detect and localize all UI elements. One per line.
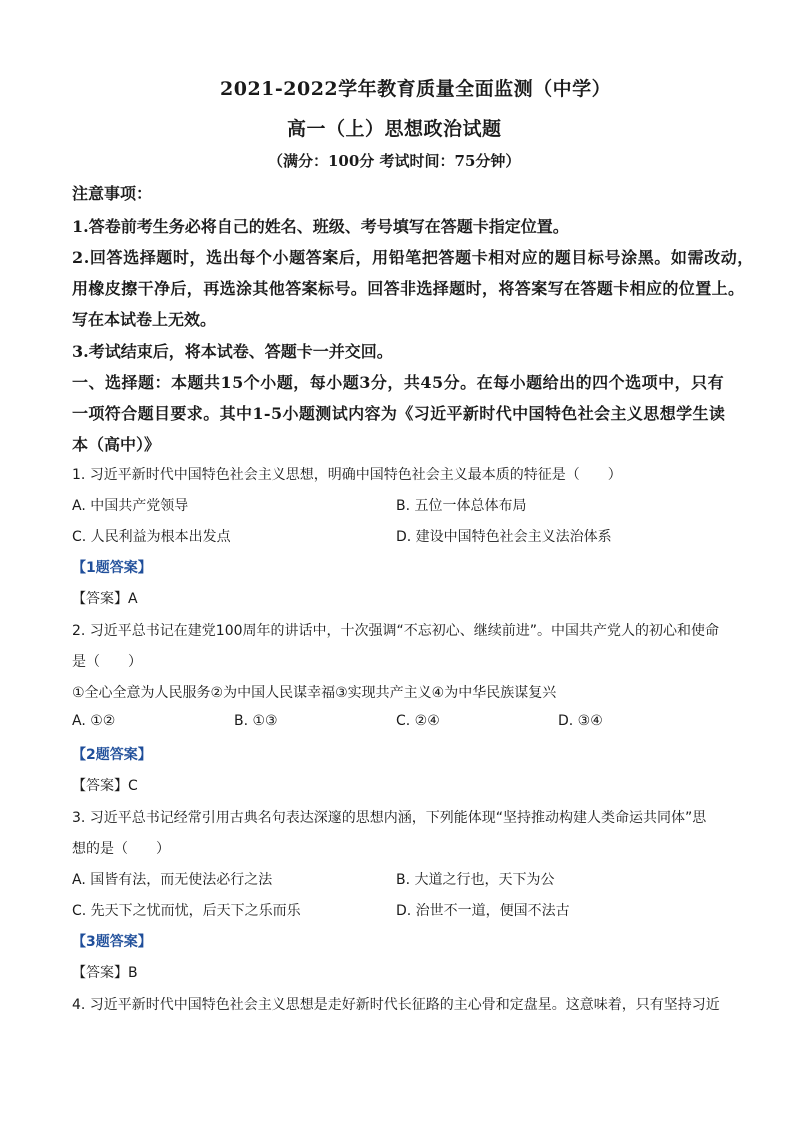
question-2-stem-line-1: 2. 习近平总书记在建党100周年的讲话中，十次强调“不忘初心、继续前进”。中国共产党人的初心和使命	[72, 623, 720, 639]
question-2-stem-line-2: 是（ ）	[72, 654, 142, 670]
question-1-answer: 【答案】A	[72, 591, 138, 607]
question-2-option-a: A. ①②	[72, 713, 116, 729]
question-2-statements: ①全心全意为人民服务②为中国人民谋幸福③实现共产主义④为中华民族谋复兴	[72, 685, 557, 701]
question-3-option-a: A. 国皆有法，而无使法必行之法	[72, 872, 273, 888]
notes-item-2-line-3: 写在本试卷上无效。	[72, 310, 217, 329]
question-1-answer-tag: 【1题答案】	[72, 560, 152, 576]
question-3-answer: 【答案】B	[72, 965, 138, 981]
notes-item-2-line-1: 2.回答选择题时，选出每个小题答案后，用铅笔把答题卡相对应的题目标号涂黑。如需改动，	[72, 248, 754, 267]
question-2-answer-tag: 【2题答案】	[72, 747, 152, 763]
section-1-line-2: 一项符合题目要求。其中1-5小题测试内容为《习近平新时代中国特色社会主义思想学生读	[72, 404, 726, 423]
notes-item-3: 3.考试结束后，将本试卷、答题卡一并交回。	[72, 342, 393, 361]
notes-heading: 注意事项：	[72, 184, 153, 203]
notes-item-2-line-2: 用橡皮擦干净后，再选涂其他答案标号。回答非选择题时，将答案写在答题卡相应的位置上。	[72, 279, 745, 298]
question-2-option-b: B. ①③	[234, 713, 278, 729]
exam-subtitle: 高一（上）思想政治试题	[287, 118, 502, 140]
exam-title: 2021-2022学年教育质量全面监测（中学）	[220, 78, 612, 100]
question-2-answer: 【答案】C	[72, 778, 138, 794]
question-2-option-d: D. ③④	[558, 713, 603, 729]
question-3-answer-tag: 【3题答案】	[72, 934, 152, 950]
question-3-option-d: D. 治世不一道，便国不法古	[396, 903, 570, 919]
question-1-option-a: A. 中国共产党领导	[72, 498, 189, 514]
question-1-option-d: D. 建设中国特色社会主义法治体系	[396, 529, 612, 545]
question-1-stem: 1. 习近平新时代中国特色社会主义思想，明确中国特色社会主义最本质的特征是（ ）	[72, 467, 622, 483]
question-2-option-c: C. ②④	[396, 713, 440, 729]
question-3-stem-line-2: 想的是（ ）	[72, 841, 170, 857]
question-3-option-b: B. 大道之行也，天下为公	[396, 872, 555, 888]
section-1-line-3: 本（高中）》	[72, 435, 161, 454]
question-4-stem-line-1: 4. 习近平新时代中国特色社会主义思想是走好新时代长征路的主心骨和定盘星。这意味着，只有坚持习近	[72, 997, 720, 1013]
question-3-option-c: C. 先天下之忧而忧，后天下之乐而乐	[72, 903, 301, 919]
question-3-stem-line-1: 3. 习近平总书记经常引用古典名句表达深邃的思想内涵，下列能体现“坚持推动构建人类命运共同体”思	[72, 810, 707, 826]
question-1-option-c: C. 人民利益为根本出发点	[72, 529, 231, 545]
section-1-line-1: 一、选择题：本题共15个小题，每小题3分，共45分。在每小题给出的四个选项中，只有	[72, 373, 725, 392]
exam-info: （满分：100分 考试时间：75分钟）	[268, 152, 521, 170]
question-1-option-b: B. 五位一体总体布局	[396, 498, 527, 514]
notes-item-1: 1.答卷前考生务必将自己的姓名、班级、考号填写在答题卡指定位置。	[72, 217, 569, 236]
